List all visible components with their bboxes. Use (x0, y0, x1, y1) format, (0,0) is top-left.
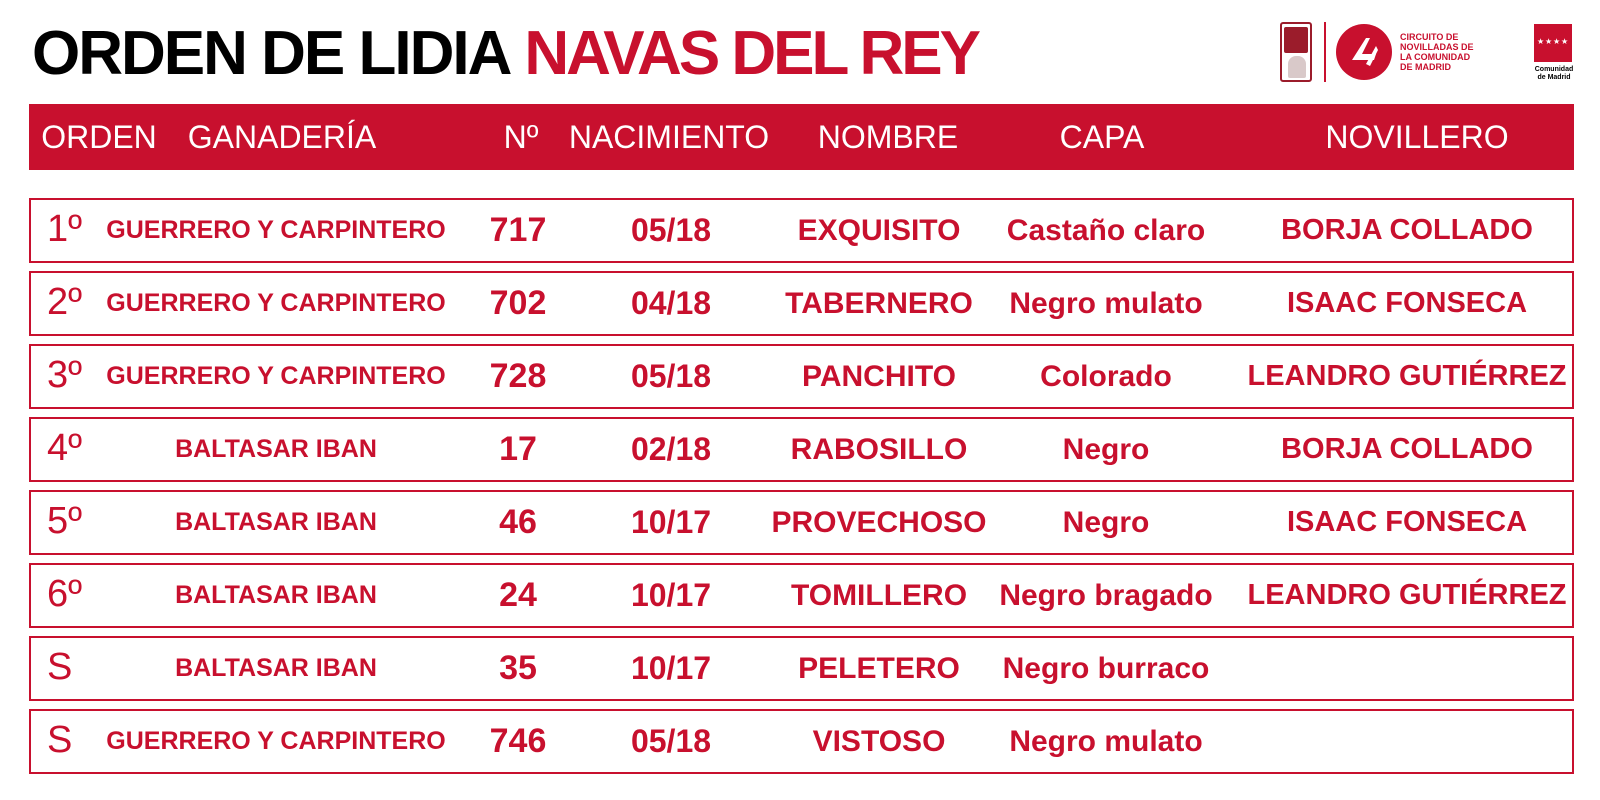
logo-group (1280, 20, 1580, 84)
cell-numero: 17 (499, 430, 537, 468)
header-numero: Nº (503, 119, 539, 155)
cell-numero: 46 (499, 503, 537, 541)
header-ganaderia: GANADERÍA (187, 119, 377, 155)
header-capa: CAPA (1059, 119, 1145, 155)
cell-orden: 4º (47, 427, 83, 469)
table-row (29, 417, 1574, 482)
logo-divider (1324, 22, 1326, 82)
cell-numero: 728 (489, 357, 547, 395)
cell-nacimiento: 05/18 (630, 212, 712, 248)
header-nacimiento: NACIMIENTO (568, 119, 770, 155)
header-nombre: NOMBRE (817, 119, 959, 155)
table-row (29, 636, 1574, 701)
cell-nacimiento: 10/17 (630, 650, 712, 686)
cell-nombre: PANCHITO (802, 360, 956, 393)
title-red: NAVAS DEL REY (524, 19, 978, 88)
cell-orden: 5º (47, 500, 83, 542)
cell-orden: S (47, 719, 73, 761)
cell-orden: 1º (47, 208, 83, 250)
cell-capa: Negro burraco (1002, 652, 1210, 685)
header-novillero: NOVILLERO (1325, 119, 1509, 155)
table-row (29, 344, 1574, 409)
cell-nacimiento: 05/18 (630, 723, 712, 759)
comunidad-madrid-text: Comunidad de Madrid (1534, 66, 1574, 81)
table-header (29, 104, 1574, 170)
cell-capa: Negro (1062, 433, 1150, 466)
table-row (29, 198, 1574, 263)
table-row (29, 563, 1574, 628)
cell-novillero: BORJA COLLADO (1281, 433, 1533, 465)
cell-capa: Negro mulato (1009, 287, 1203, 320)
comunidad-madrid-flag-icon: ★ ★ ★ ★ (1534, 24, 1572, 62)
cell-ganaderia: BALTASAR IBAN (175, 654, 377, 682)
cell-nacimiento: 10/17 (630, 504, 712, 540)
cell-numero: 24 (499, 576, 537, 614)
cell-ganaderia: GUERRERO Y CARPINTERO (106, 727, 446, 755)
cell-nombre: RABOSILLO (790, 433, 968, 466)
cell-novillero: BORJA COLLADO (1281, 214, 1533, 246)
cell-novillero: ISAAC FONSECA (1286, 287, 1528, 319)
cell-nombre: PROVECHOSO (771, 506, 987, 539)
cell-numero: 717 (489, 211, 547, 249)
cell-ganaderia: GUERRERO Y CARPINTERO (106, 289, 446, 317)
cell-numero: 746 (489, 722, 547, 760)
table-row (29, 271, 1574, 336)
bull-emblem-icon (1280, 22, 1312, 82)
cell-nombre: VISTOSO (812, 725, 946, 758)
cell-orden: 2º (47, 281, 83, 323)
page-title (32, 20, 978, 88)
cell-nacimiento: 02/18 (630, 431, 712, 467)
circuit-text: CIRCUITO DE NOVILLADAS DE LA COMUNIDAD DE MADRID (1400, 32, 1474, 72)
cell-nombre: TOMILLERO (790, 579, 968, 612)
cell-ganaderia: BALTASAR IBAN (175, 581, 377, 609)
table-row (29, 709, 1574, 774)
cell-ganaderia: GUERRERO Y CARPINTERO (106, 362, 446, 390)
header-orden: ORDEN (41, 119, 157, 155)
cell-nombre: TABERNERO (785, 287, 973, 320)
cell-novillero: LEANDRO GUTIÉRREZ (1247, 360, 1567, 392)
cell-ganaderia: BALTASAR IBAN (175, 508, 377, 536)
cell-orden: S (47, 646, 73, 688)
cell-novillero: ISAAC FONSECA (1286, 506, 1528, 538)
cell-nacimiento: 10/17 (630, 577, 712, 613)
cell-numero: 702 (489, 284, 547, 322)
cell-capa: Castaño claro (1006, 214, 1206, 247)
cell-capa: Negro mulato (1009, 725, 1203, 758)
cell-orden: 6º (47, 573, 83, 615)
title-black: ORDEN DE LIDIA (32, 19, 511, 88)
cell-capa: Colorado (1040, 360, 1172, 393)
table-body (29, 198, 1574, 782)
cell-capa: Negro bragado (999, 579, 1213, 612)
cell-nacimiento: 04/18 (630, 285, 712, 321)
cell-novillero: LEANDRO GUTIÉRREZ (1247, 579, 1567, 611)
cell-orden: 3º (47, 354, 83, 396)
cell-nacimiento: 05/18 (630, 358, 712, 394)
cell-nombre: PELETERO (798, 652, 960, 685)
cell-numero: 35 (499, 649, 537, 687)
table-row (29, 490, 1574, 555)
cell-ganaderia: BALTASAR IBAN (175, 435, 377, 463)
cell-capa: Negro (1062, 506, 1150, 539)
circuito-logo-icon (1336, 24, 1392, 80)
cell-ganaderia: GUERRERO Y CARPINTERO (106, 216, 446, 244)
cell-nombre: EXQUISITO (797, 214, 961, 247)
